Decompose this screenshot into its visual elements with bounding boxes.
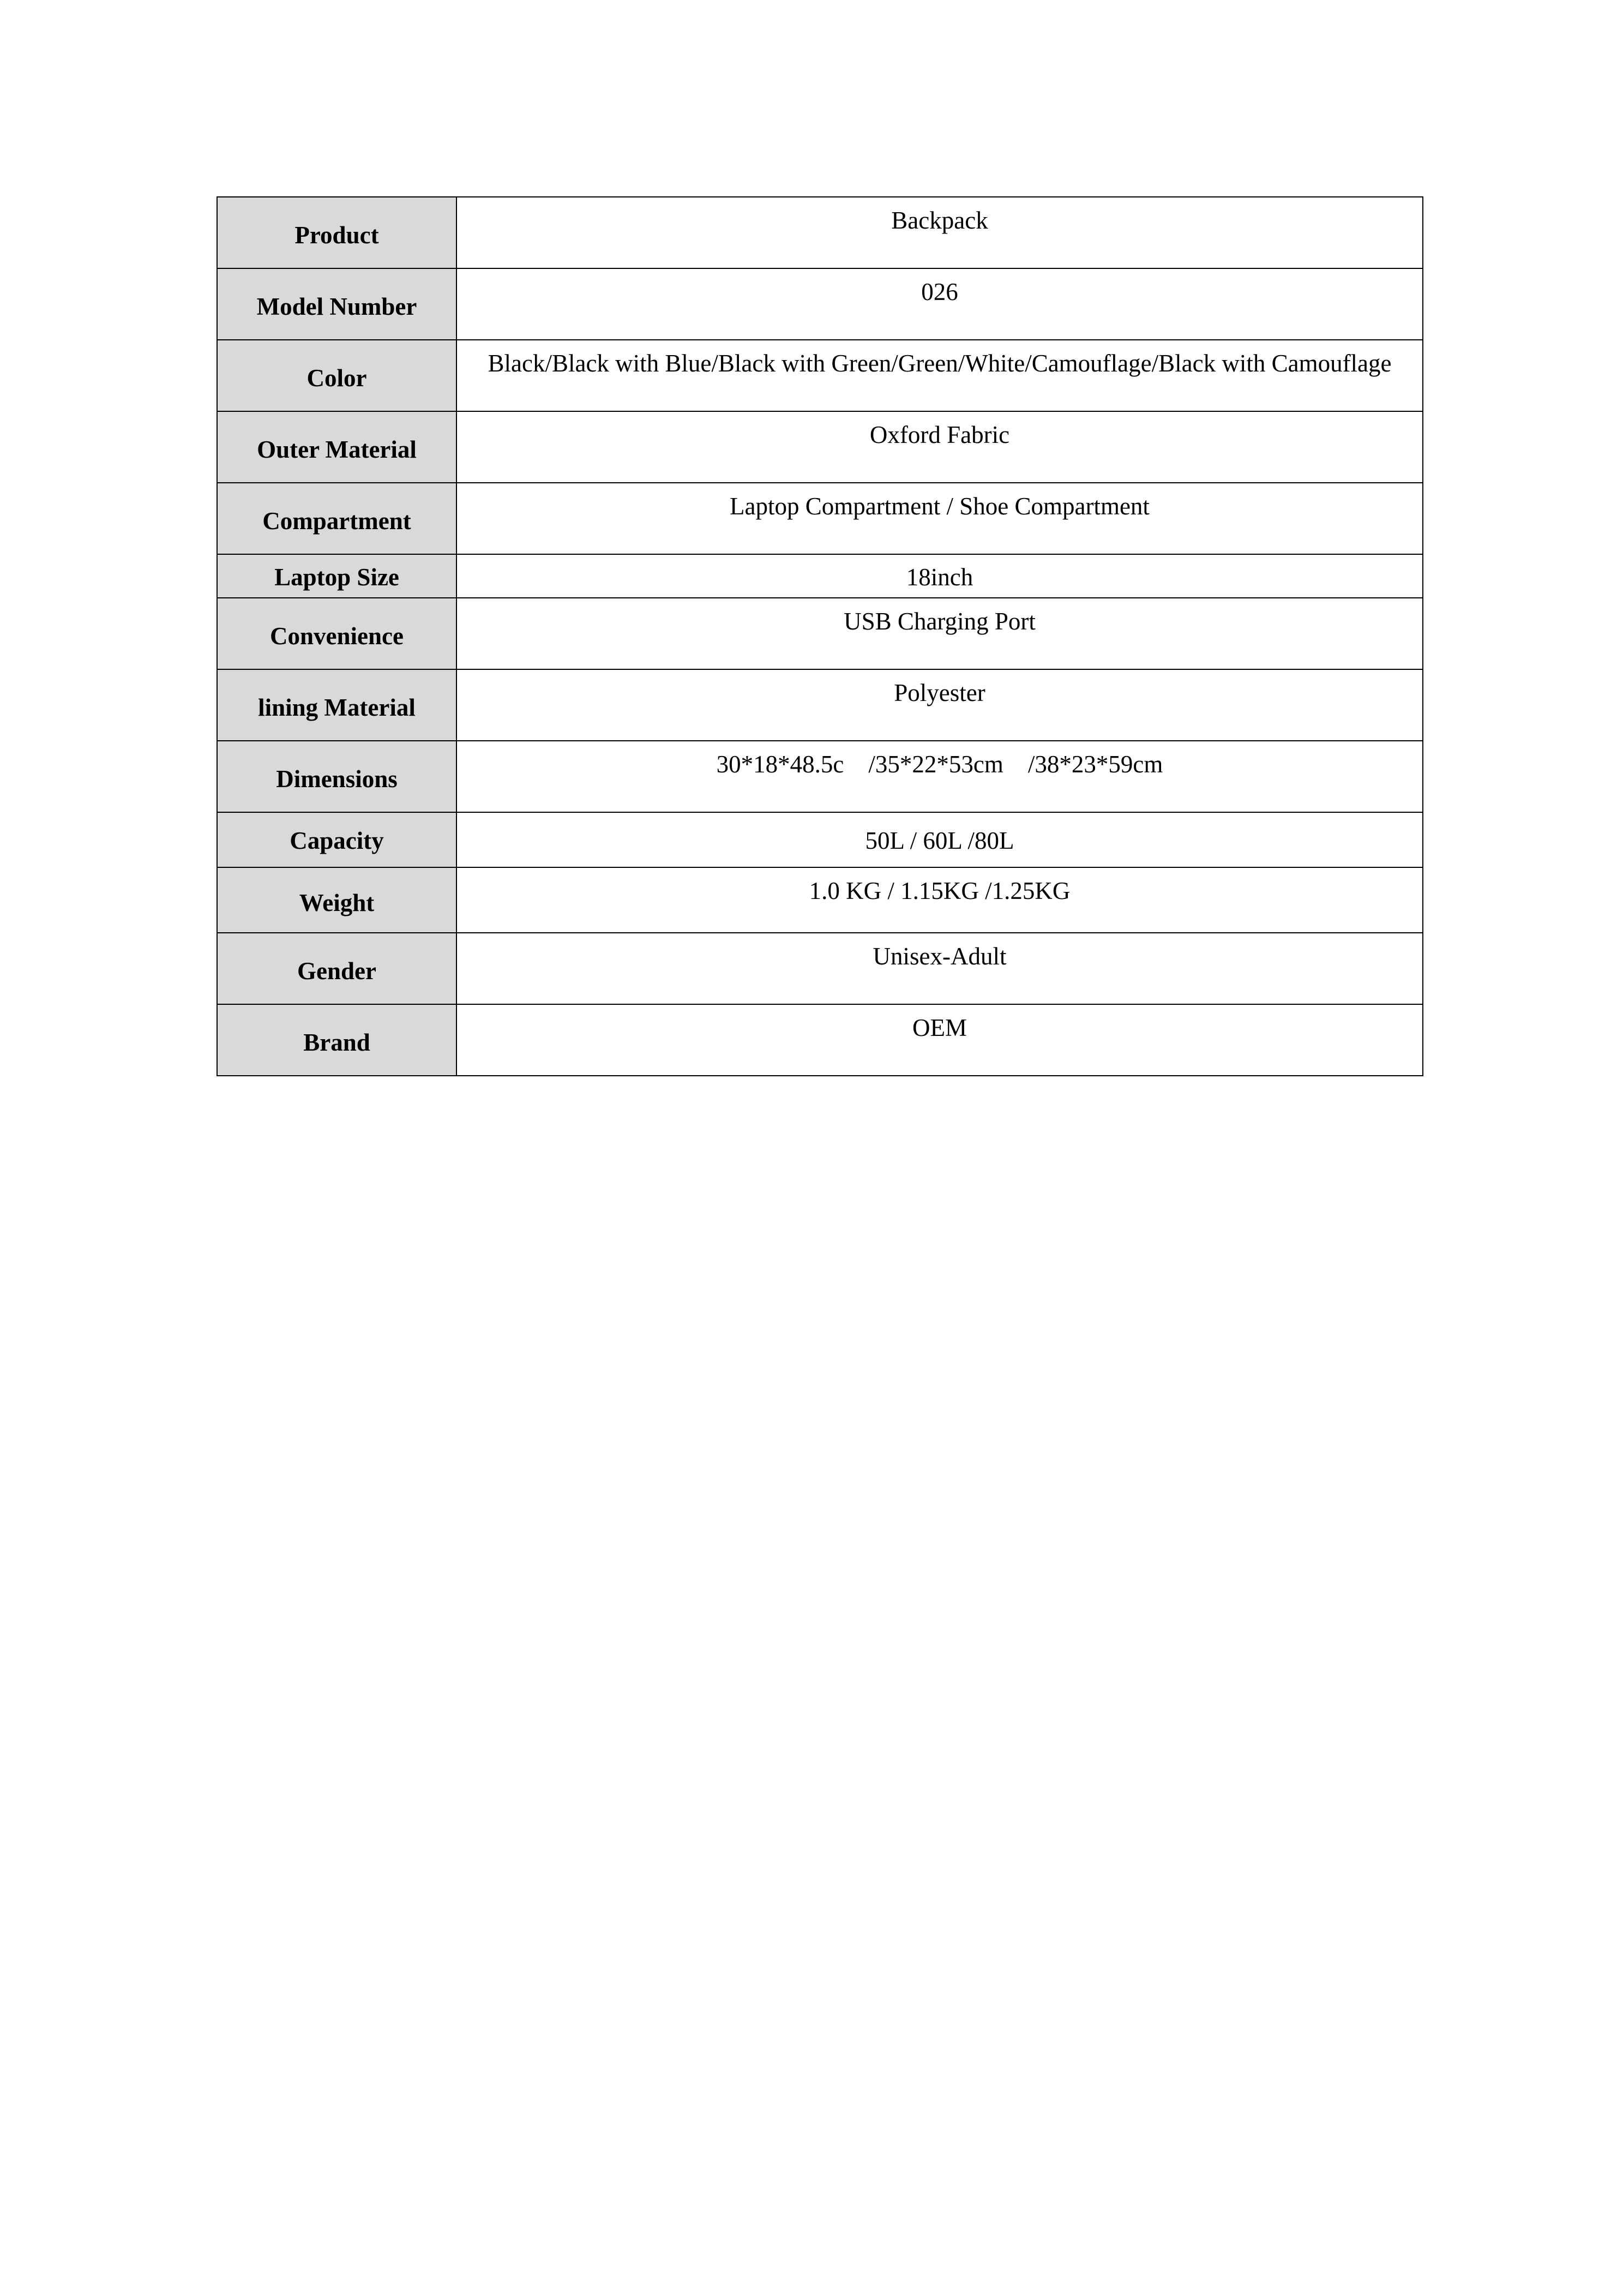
spec-row-brand [217, 1004, 1423, 1076]
spec-value: Laptop Compartment / Shoe Compartment [456, 483, 1423, 554]
spec-row-model-number [217, 268, 1423, 340]
spec-value: Oxford Fabric [456, 411, 1423, 483]
spec-row-laptop-size [217, 554, 1423, 598]
spec-value: 50L / 60L /80L [456, 812, 1423, 867]
spec-label: Laptop Size [217, 554, 456, 598]
spec-label: Gender [217, 933, 456, 1004]
spec-value: USB Charging Port [456, 598, 1423, 669]
spec-label: lining Material [217, 669, 456, 741]
spec-row-color [217, 340, 1423, 411]
spec-row-dimensions [217, 741, 1423, 812]
spec-value: Backpack [456, 197, 1423, 268]
spec-row-lining-material [217, 669, 1423, 741]
spec-label: Compartment [217, 483, 456, 554]
spec-table-body [217, 197, 1423, 1076]
spec-value: 30*18*48.5c /35*22*53cm /38*23*59cm [456, 741, 1423, 812]
spec-value: 18inch [456, 554, 1423, 598]
spec-row-product [217, 197, 1423, 268]
spec-label: Brand [217, 1004, 456, 1076]
spec-value: OEM [456, 1004, 1423, 1076]
spec-value: 026 [456, 268, 1423, 340]
spec-label: Model Number [217, 268, 456, 340]
spec-label: Color [217, 340, 456, 411]
spec-label: Dimensions [217, 741, 456, 812]
spec-label: Capacity [217, 812, 456, 867]
spec-label: Outer Material [217, 411, 456, 483]
spec-row-weight [217, 867, 1423, 933]
spec-value: Polyester [456, 669, 1423, 741]
spec-value: Unisex-Adult [456, 933, 1423, 1004]
product-spec-table [217, 196, 1423, 1076]
spec-row-capacity [217, 812, 1423, 867]
spec-row-outer-material [217, 411, 1423, 483]
spec-row-gender [217, 933, 1423, 1004]
spec-label: Product [217, 197, 456, 268]
spec-label: Weight [217, 867, 456, 933]
spec-value: 1.0 KG / 1.15KG /1.25KG [456, 867, 1423, 933]
spec-value: Black/Black with Blue/Black with Green/Green/White/Camouflage/Black with Camouflage [456, 340, 1423, 411]
spec-row-compartment [217, 483, 1423, 554]
spec-label: Convenience [217, 598, 456, 669]
spec-row-convenience [217, 598, 1423, 669]
